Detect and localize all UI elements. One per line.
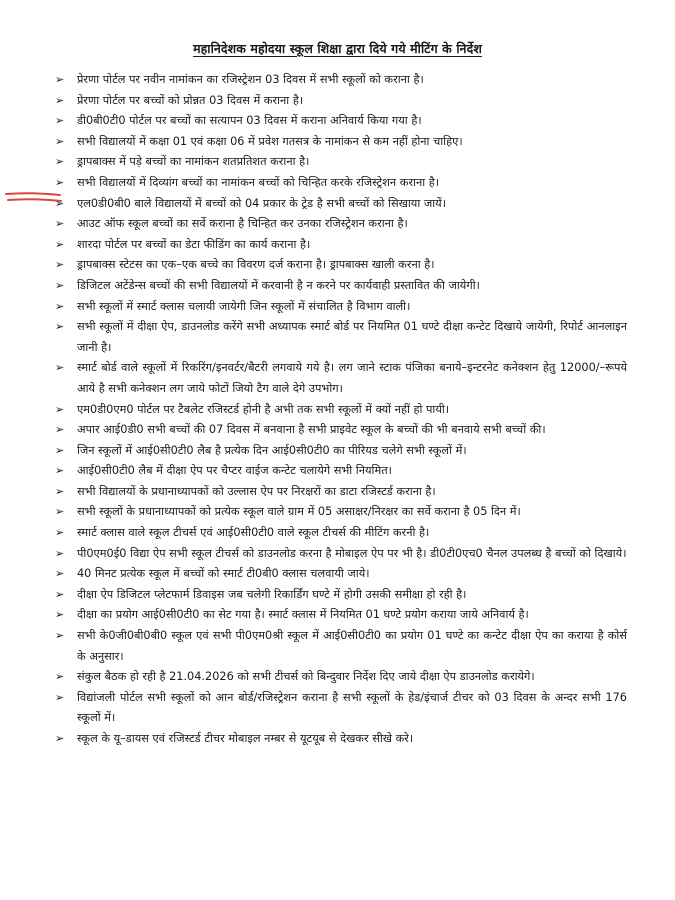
directive-item <box>55 276 627 297</box>
directive-item <box>55 667 627 688</box>
directive-item <box>55 235 627 256</box>
arrow-bullet-icon: ➢ <box>55 93 65 107</box>
directive-text: सभी स्कूलों में दीक्षा ऐप, डाउनलोड करेंगे सभी अध्यापक स्मार्ट बोर्ड पर नियमित 01 घण्टे दीक्षा कन्टेट दिखाये जायेगी, रिपोर्ट आनलाइन जानी है। <box>77 320 627 354</box>
directive-list <box>55 70 627 750</box>
directive-text: प्रेरणा पोर्टल पर बच्चों को प्रोन्नत 03 दिवस में कराना है। <box>77 93 304 107</box>
arrow-bullet-icon: ➢ <box>55 629 65 643</box>
directive-text: जिन स्कूलों में आई0सी0टी0 लैब है प्रत्येक दिन आई0सी0टी0 का पीरियड चलेगे सभी स्कूलों में। <box>77 443 467 457</box>
directive-item <box>55 214 627 235</box>
arrow-bullet-icon: ➢ <box>55 443 65 457</box>
directive-item <box>55 482 627 503</box>
directive-item <box>55 400 627 421</box>
directive-item <box>55 317 627 358</box>
directive-item <box>55 502 627 523</box>
directive-item <box>55 605 627 626</box>
red-pen-mark <box>4 190 62 204</box>
directive-item <box>55 564 627 585</box>
directive-text: 40 मिनट प्रत्येक स्कूल में बच्चों को स्मार्ट टी0बी0 क्लास चलवायी जाये। <box>77 567 370 581</box>
directive-text: डी0बी0टी0 पोर्टल पर बच्चों का सत्यापन 03 दिवस में कराना अनिवार्य किया गया है। <box>77 114 422 128</box>
arrow-bullet-icon: ➢ <box>55 567 65 581</box>
directive-text: आई0सी0टी0 लैब में दीक्षा ऐप पर चैप्टर वाईज कन्टेट चलायेगे सभी नियमित। <box>77 464 392 478</box>
directive-text: सभी स्कूलों में स्मार्ट क्लास चलायी जायेगी जिन स्कूलों में संचालित है विभाग वाली। <box>77 299 411 313</box>
directive-item <box>55 688 627 729</box>
arrow-bullet-icon: ➢ <box>55 526 65 540</box>
directive-item <box>55 255 627 276</box>
directive-item <box>55 626 627 667</box>
directive-text: स्कूल के यू–डायस एवं रजिस्टर्ड टीचर मोबाइल नम्बर से यूटयूब से देखकर सीखे करे। <box>77 732 414 745</box>
directive-item <box>55 70 627 91</box>
directive-text: ड्रापबाक्स स्टेटस का एक–एक बच्चे का विवरण दर्ज कराना है। ड्रापबाक्स खाली करना है। <box>77 258 435 272</box>
arrow-bullet-icon: ➢ <box>55 464 65 478</box>
directive-text: ड्रापबाक्स में पड़े बच्चों का नामांकन शतप्रतिशत कराना है। <box>77 155 310 169</box>
arrow-bullet-icon: ➢ <box>55 237 65 251</box>
directive-item <box>55 194 627 215</box>
directive-text: डिजिटल अटेंडेन्स बच्चों की सभी विद्यालयों में करवानी है न करने पर कार्यवाही प्रस्तावित की जायेगी। <box>77 278 480 292</box>
arrow-bullet-icon: ➢ <box>55 732 65 745</box>
directive-text: संकुल बैठक हो रही है 21.04.2026 को सभी टीचर्स को बिन्दुवार निर्देश दिए जाये दीक्षा ऐप डाउनलोड करायेगे। <box>77 670 535 684</box>
directive-item <box>55 132 627 153</box>
arrow-bullet-icon: ➢ <box>55 217 65 231</box>
directive-text: स्मार्ट बोर्ड वाले स्कूलों में रिकरिंग/इनवर्टर/बैटरी लगवाये गये है। लग जाने स्टाक पंजिका बनाये–इन्टरनेट कनेक्शन हेतु 12000/–रूपये आये है सभी कनेक्शन लग जाये फोटों जियो टैग वाले देगे उपभोग। <box>77 361 627 395</box>
document-title-text: महानिदेशक महोदया स्कूल शिक्षा द्वारा दिये गये मीटिंग के निर्देश <box>193 41 482 56</box>
arrow-bullet-icon: ➢ <box>55 299 65 313</box>
directive-text: पी0एम0ई0 विद्या ऐप सभी स्कूल टीचर्स को डाउनलोड करना है मोबाइल ऐप पर भी है। डी0टी0एच0 चैनल उपलब्ध है बच्चों को दिखाये। <box>77 546 627 560</box>
directive-item <box>55 173 627 194</box>
directive-text: शारदा पोर्टल पर बच्चों का डेटा फीडिंग का कार्य कराना है। <box>77 237 311 251</box>
directive-text: दीक्षा ऐप डिजिटल प्लेटफार्म डिवाइस जब चलेगी रिकार्डिंग घण्टे में होगी उसकी समीक्षा हो रही है। <box>77 587 467 601</box>
arrow-bullet-icon: ➢ <box>55 175 65 189</box>
directive-item <box>55 420 627 441</box>
document-title <box>0 40 675 57</box>
directive-text: आउट ऑफ स्कूल बच्चों का सर्वे कराना है चिन्हित कर उनका रजिस्ट्रेशन कराना है। <box>77 217 408 231</box>
arrow-bullet-icon: ➢ <box>55 196 65 210</box>
arrow-bullet-icon: ➢ <box>55 361 65 375</box>
arrow-bullet-icon: ➢ <box>55 690 65 704</box>
arrow-bullet-icon: ➢ <box>55 670 65 684</box>
arrow-bullet-icon: ➢ <box>55 320 65 334</box>
arrow-bullet-icon: ➢ <box>55 484 65 498</box>
directive-item <box>55 461 627 482</box>
arrow-bullet-icon: ➢ <box>55 546 65 560</box>
directive-item <box>55 544 627 565</box>
directive-item <box>55 523 627 544</box>
directive-item <box>55 729 627 750</box>
directive-item <box>55 111 627 132</box>
arrow-bullet-icon: ➢ <box>55 587 65 601</box>
directive-text: एम0डी0एम0 पोर्टल पर टैबलेट रजिस्टर्ड होनी है अभी तक सभी स्कूलों में क्यों नहीं हो पायी। <box>77 402 450 416</box>
arrow-bullet-icon: ➢ <box>55 608 65 622</box>
arrow-bullet-icon: ➢ <box>55 258 65 272</box>
directive-item <box>55 358 627 399</box>
arrow-bullet-icon: ➢ <box>55 505 65 519</box>
arrow-bullet-icon: ➢ <box>55 402 65 416</box>
directive-text: स्मार्ट क्लास वाले स्कूल टीचर्स एवं आई0सी0टी0 वाले स्कूल टीचर्स की मीटिंग करनी है। <box>77 526 430 540</box>
directive-text: अपार आई0डी0 सभी बच्चों की 07 दिवस में बनवाना है सभी प्राइवेट स्कूल के बच्चों की भी बनवाये सभी बच्चों की। <box>77 423 546 437</box>
arrow-bullet-icon: ➢ <box>55 423 65 437</box>
arrow-bullet-icon: ➢ <box>55 134 65 148</box>
directive-text: प्रेरणा पोर्टल पर नवीन नामांकन का रजिस्ट्रेशन 03 दिवस में सभी स्कूलों को कराना है। <box>77 73 424 86</box>
directive-item <box>55 585 627 606</box>
directive-text: एल0डी0बी0 बाले विद्यालयों में बच्चों को 04 प्रकार के ट्रेड है सभी बच्चों को सिखाया जायें। <box>77 196 446 210</box>
arrow-bullet-icon: ➢ <box>55 155 65 169</box>
directive-item <box>55 297 627 318</box>
directive-text: सभी विद्यालयों में कक्षा 01 एवं कक्षा 06 में प्रवेश गतसत्र के नामांकन से कम नहीं होना चाहिए। <box>77 134 463 148</box>
arrow-bullet-icon: ➢ <box>55 73 65 86</box>
directive-text: सभी विद्यालयों में दिव्यांग बच्चों का नामांकन बच्चों को चिन्हित करके रजिस्ट्रेशन कराना है। <box>77 175 440 189</box>
directive-item <box>55 441 627 462</box>
directive-text: सभी के0जी0बी0बी0 स्कूल एवं सभी पी0एम0श्री स्कूल में आई0सी0टी0 का प्रयोग 01 घण्टे का कन्टेट दीक्षा ऐप का कराया है कोर्स के अनुसार। <box>77 629 627 663</box>
arrow-bullet-icon: ➢ <box>55 114 65 128</box>
directive-text: दीक्षा का प्रयोग आई0सी0टी0 का सेट गया है। स्मार्ट क्लास में नियमित 01 घण्टे प्रयोग कराया जाये अनिवार्य है। <box>77 608 529 622</box>
arrow-bullet-icon: ➢ <box>55 278 65 292</box>
directive-item <box>55 91 627 112</box>
directive-text: विद्यांजली पोर्टल सभी स्कूलों को आन बोर्ड/रजिस्ट्रेशन कराना है सभी स्कूलों के हेड/इंचार्ज टीचर को 03 दिवस के अन्दर सभी 176 स्कूलों में। <box>77 690 627 725</box>
directive-text: सभी स्कूलों के प्रधानाध्यापकों को प्रत्येक स्कूल वाले ग्राम में 05 असाक्षर/निरक्षर का सर्वे कराना है 05 दिन में। <box>77 505 521 519</box>
directive-text: सभी विद्यालयों के प्रधानाध्यापकों को उल्लास ऐप पर निरक्षरों का डाटा रजिस्टर्ड कराना है। <box>77 484 436 498</box>
directive-item <box>55 152 627 173</box>
